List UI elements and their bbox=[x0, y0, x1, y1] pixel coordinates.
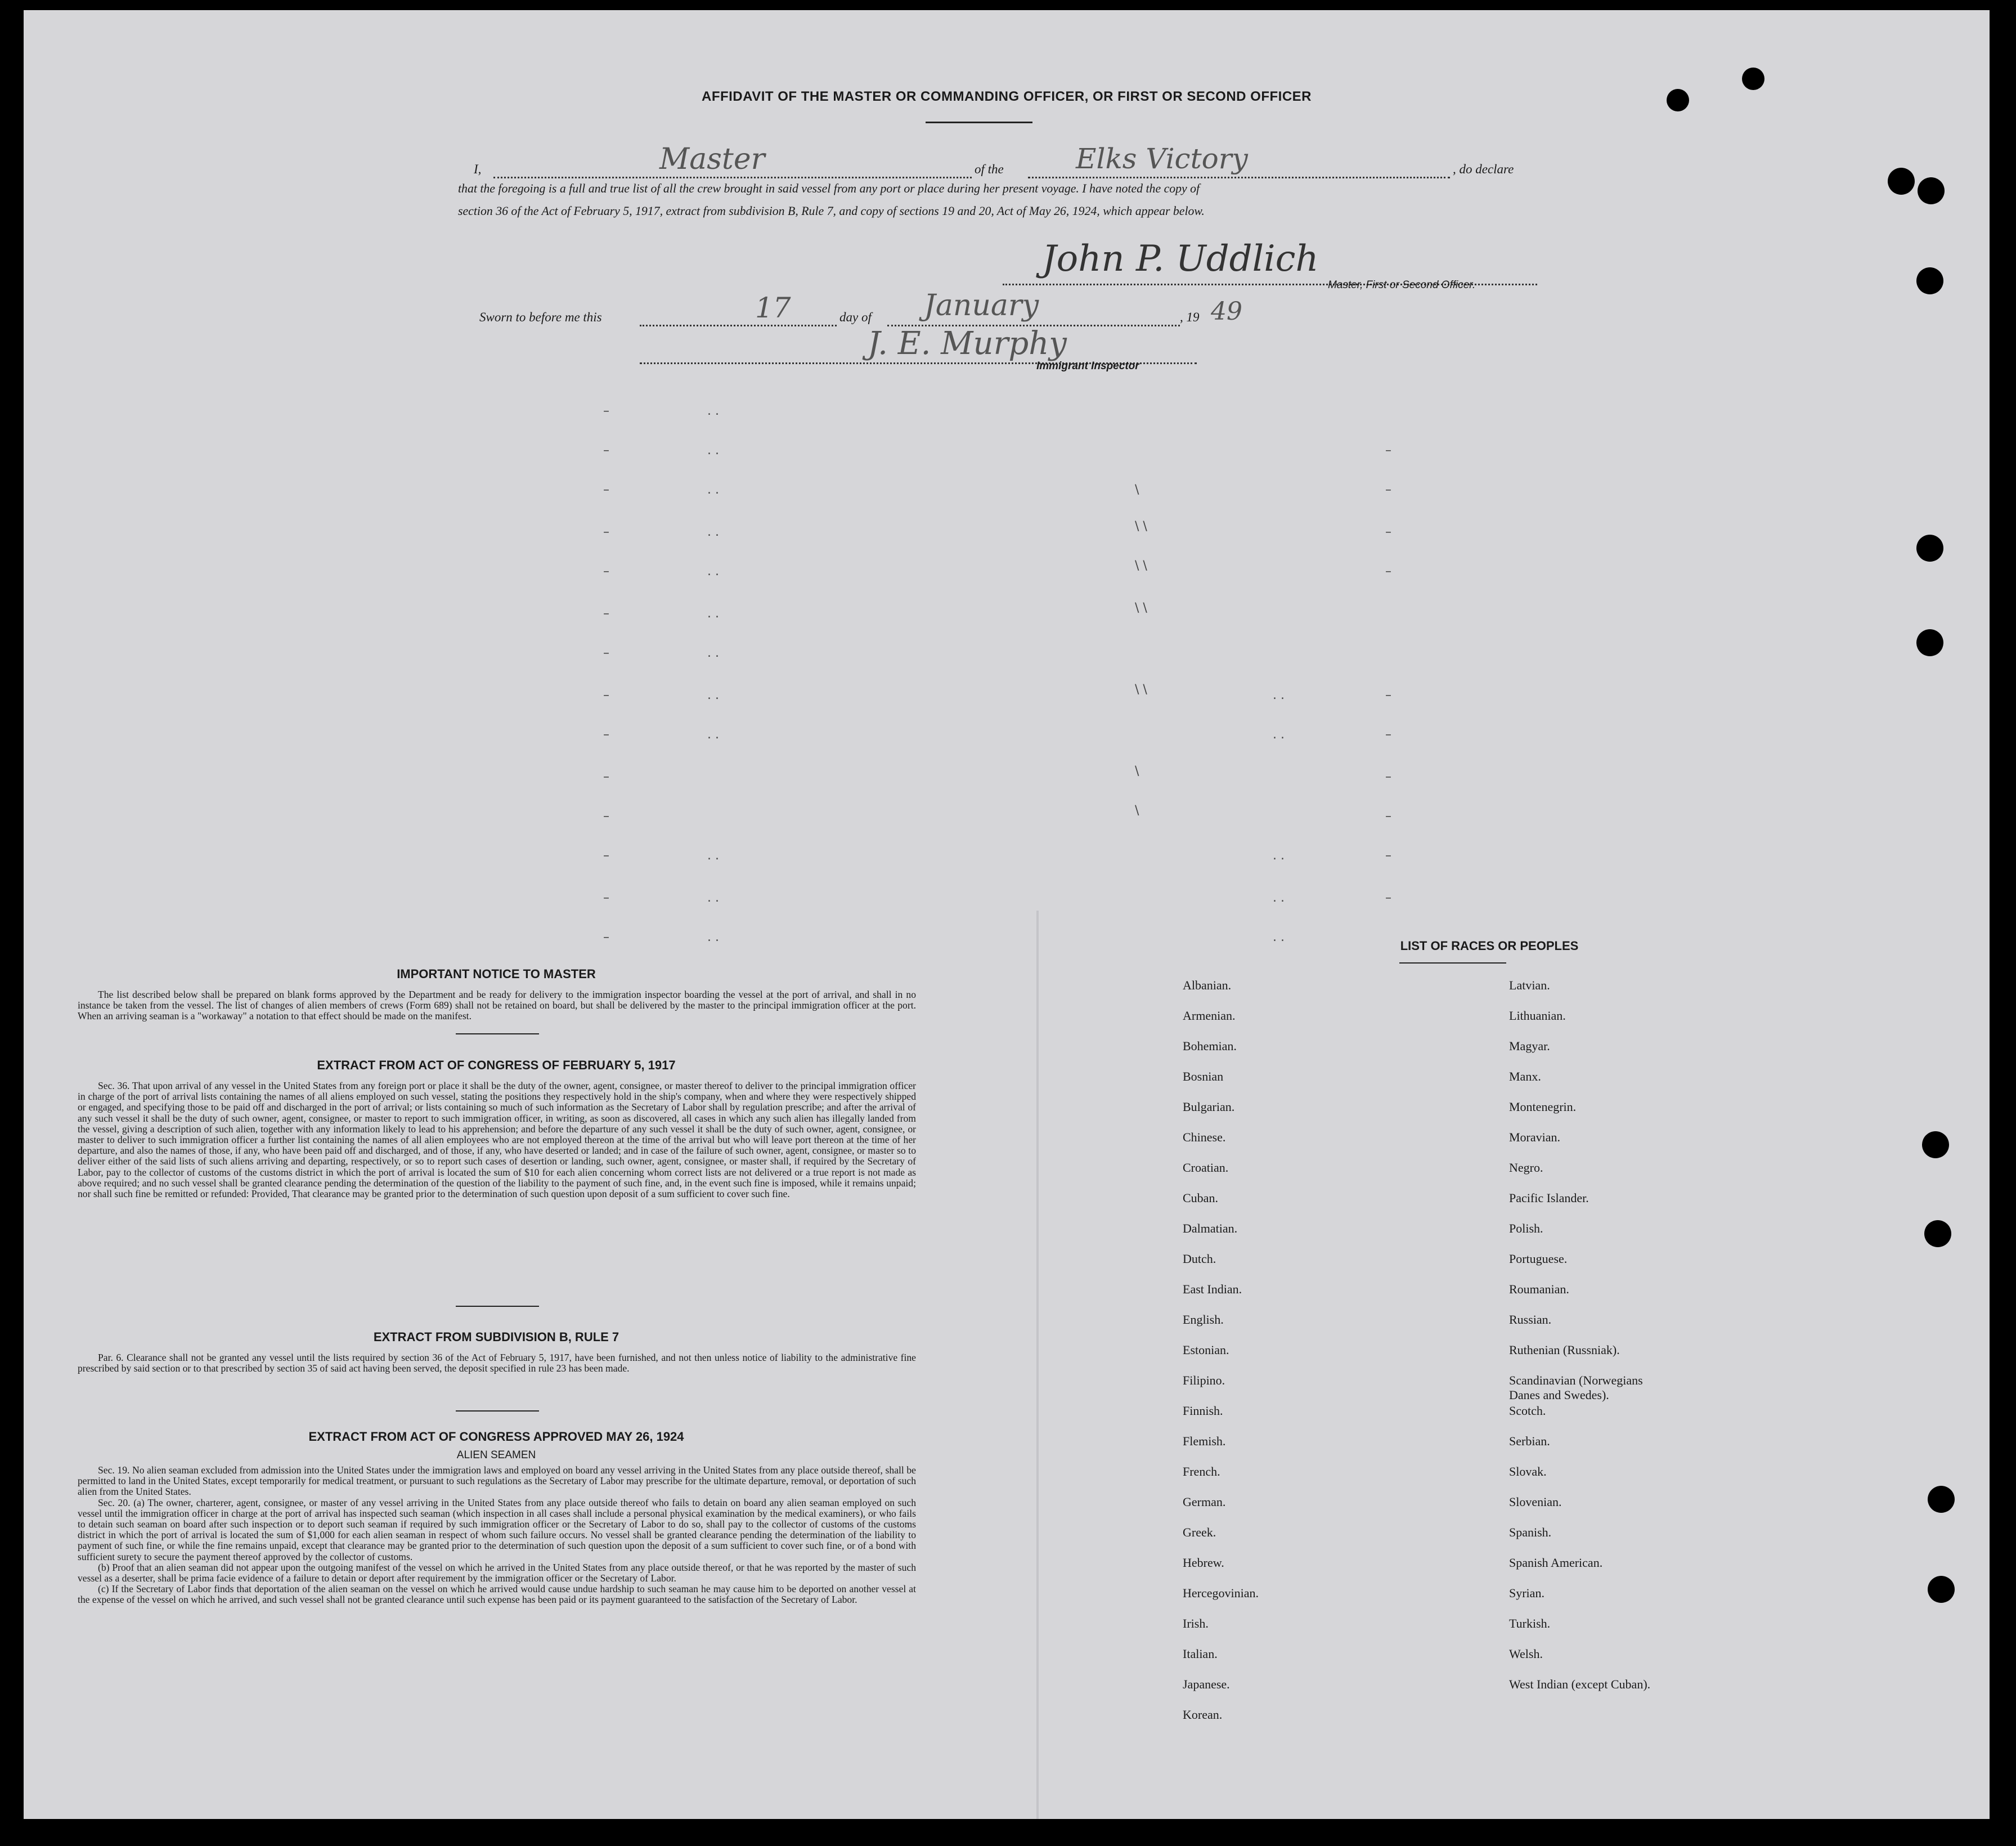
extract-1924-subtitle: ALIEN SEAMEN bbox=[456, 1449, 536, 1461]
signature-label: Master, First or Second Officer. bbox=[1328, 279, 1476, 291]
manifest-slash: \ \ bbox=[1135, 559, 1147, 573]
race-item: Albanian. bbox=[1183, 978, 1232, 992]
race-item: Greek. bbox=[1183, 1525, 1216, 1539]
manifest-dots: . . bbox=[707, 688, 719, 702]
manifest-dots: . . bbox=[1273, 930, 1285, 944]
master-signature: John P. Uddlich bbox=[1042, 238, 1319, 280]
manifest-dash: – bbox=[1385, 809, 1391, 823]
manifest-slash: \ \ bbox=[1135, 519, 1147, 534]
manifest-dash: – bbox=[1385, 891, 1391, 905]
manifest-dots: . . bbox=[707, 564, 719, 579]
extract-rule7-title: EXTRACT FROM SUBDIVISION B, RULE 7 bbox=[373, 1330, 619, 1344]
extract-1924-text bbox=[78, 1465, 916, 1606]
race-item: Flemish. bbox=[1183, 1434, 1226, 1448]
race-item: Italian. bbox=[1183, 1647, 1218, 1661]
manifest-dash: – bbox=[1385, 564, 1391, 579]
day-handwriting: 17 bbox=[755, 292, 791, 324]
race-item: Portuguese. bbox=[1509, 1252, 1568, 1266]
manifest-dash: – bbox=[603, 607, 609, 621]
manifest-dots: . . bbox=[1273, 891, 1285, 905]
race-item: Chinese. bbox=[1183, 1130, 1226, 1144]
race-item: Pacific Islander. bbox=[1509, 1191, 1589, 1205]
race-item: Turkish. bbox=[1509, 1616, 1551, 1630]
sec-19: Sec. 19. No alien seaman excluded from admission into the United States under the immigration laws and employed on board any vessel arriving in the United States from any place outside thereof, shall be permitted to land in the United States, except temporarily for medical treatment, or pursuant to such regulations as the Secretary of Labor may prescribe for the ultimate departure, removal, or deportation of such alien from the United States. bbox=[78, 1464, 916, 1498]
manifest-dash: – bbox=[603, 404, 609, 418]
manifest-dash: – bbox=[1385, 443, 1391, 458]
extract-rule7-text: Par. 6. Clearance shall not be granted any vessel until the lists required by section 36 of the Act of February 5, 1917, have been furnished, and not then unless notice of liability to the administrative fine prescribed by said section or to that prescribed by section 35 of said act having been served, the deposit specified in rule 23 has been made. bbox=[78, 1352, 916, 1374]
manifest-dots: . . bbox=[707, 891, 719, 905]
manifest-dots: . . bbox=[707, 646, 719, 660]
manifest-dash: – bbox=[1385, 688, 1391, 702]
affidavit-title: AFFIDAVIT OF THE MASTER OR COMMANDING OFFICER, OR FIRST OR SECOND OFFICER bbox=[701, 89, 1312, 104]
extract-1917-title: EXTRACT FROM ACT OF CONGRESS OF FEBRUARY 5, 1917 bbox=[317, 1058, 676, 1072]
manifest-dash: – bbox=[603, 564, 609, 579]
manifest-dash: – bbox=[603, 688, 609, 702]
race-item: Bohemian. bbox=[1183, 1039, 1237, 1053]
affidavit-line-3: section 36 of the Act of February 5, 1917, extract from subdivision B, Rule 7, and copy of sections 19 and 20, Act of May 26, 1924, which appear below. bbox=[458, 204, 1205, 218]
manifest-dash: – bbox=[603, 770, 609, 784]
manifest-dash: – bbox=[1385, 483, 1391, 497]
manifest-dots: . . bbox=[707, 728, 719, 742]
officer-handwriting: Master bbox=[659, 142, 765, 176]
punch-hole bbox=[1924, 1220, 1951, 1247]
race-item: Ruthenian (Russniak). bbox=[1509, 1343, 1620, 1357]
race-item: Russian. bbox=[1509, 1312, 1552, 1327]
races-column-right bbox=[1509, 978, 1650, 1708]
month-handwriting: January bbox=[924, 289, 1039, 322]
vessel-handwriting: Elks Victory bbox=[1076, 142, 1248, 175]
race-item: Hercegovinian. bbox=[1183, 1586, 1259, 1600]
race-item: Scandinavian (Norwegians Danes and Swedes). bbox=[1509, 1373, 1643, 1402]
manifest-dash: – bbox=[603, 809, 609, 823]
extract-1917-text: Sec. 36. That upon arrival of any vessel in the United States from any foreign port or place it shall be the duty of the owner, agent, consignee, or master thereof to deliver to the principal immigration officer in charge of the port of arrival lists containing the names of all aliens employed on such vessel, stating the positions they respectively hold in the ship's company, when and where they were respectively shipped or engaged, and specifying those to be paid off and discharged in the port of arrival; or lists containing so much of such information as the Secretary of Labor shall by regulation prescribe; and after the arrival of any such vessel it shall be the duty of such owner, agent, consignee, or master to report to such immigration officer, in writing, as soon as discovered, all cases in which any such alien has illegally landed from the vessel, giving a description of such alien, together with any information likely to lead to his apprehension; and before the departure of any such vessel it shall be the duty of such owner, agent, consignee, or master to deliver to such immigration officer a further list containing the names of all alien employees who are not employed thereon at the time of the arrival but who will leave port thereon at the time of her departure, and also the names of those, if any, who have been paid off and discharged, and of those, if any, who have deserted or landed; and in case of the failure of such owner, agent, consignee, or master so to deliver either of the said lists of such aliens arriving and departing, respectively, or so to report such cases of desertion or landing, such owner, agent, consignee, or master shall, if required by the Secretary of Labor, pay to the collector of customs of the customs district in which the port of arrival is located the sum of $10 for each alien concerning whom correct lists are not delivered or a true report is not made as above required; and no such vessel shall be granted clearance pending the determination of the question of the liability to the payment of such fine, and, in the event such fine is imposed, while it remains unpaid; nor shall such fine be remitted or refunded: Provided, That clearance may be granted prior to the determination of such question upon deposit of a sum sufficient to cover such fine. bbox=[78, 1080, 916, 1200]
race-item: Hebrew. bbox=[1183, 1556, 1224, 1570]
year-prefix: , 19 bbox=[1180, 310, 1200, 324]
manifest-dash: – bbox=[603, 728, 609, 742]
race-item: Spanish American. bbox=[1509, 1556, 1603, 1570]
race-item: German. bbox=[1183, 1495, 1226, 1509]
race-item: Korean. bbox=[1183, 1708, 1223, 1722]
race-item: Estonian. bbox=[1183, 1343, 1229, 1357]
race-item: Scotch. bbox=[1509, 1404, 1546, 1418]
punch-hole bbox=[1742, 68, 1764, 90]
notice-title: IMPORTANT NOTICE TO MASTER bbox=[397, 967, 596, 981]
race-item: Dutch. bbox=[1183, 1252, 1216, 1266]
manifest-dash: – bbox=[603, 646, 609, 660]
section-rule bbox=[456, 1306, 539, 1307]
race-item: Dalmatian. bbox=[1183, 1221, 1238, 1235]
punch-hole bbox=[1667, 89, 1689, 111]
race-item: Polish. bbox=[1509, 1221, 1543, 1235]
race-item: Cuban. bbox=[1183, 1191, 1218, 1205]
manifest-dots: . . bbox=[707, 443, 719, 458]
punch-hole bbox=[1916, 629, 1943, 656]
punch-hole bbox=[1888, 168, 1915, 195]
race-item: Croatian. bbox=[1183, 1161, 1229, 1175]
manifest-slash: \ \ bbox=[1135, 683, 1147, 697]
day-of: day of bbox=[839, 310, 872, 324]
sec-20c: (c) If the Secretary of Labor finds that deportation of the alien seaman on the vessel on which he arrived would cause undue hardship to such seaman he may cause him to be deported on another vessel at the expense of the vessel on which he arrived, and such vessel shall not be granted clearance until such expense has been paid or its payment guaranteed to the satisfaction of the Secretary of Labor. bbox=[78, 1583, 916, 1606]
inspector-signature: J. E. Murphy bbox=[868, 325, 1067, 362]
race-item: Magyar. bbox=[1509, 1039, 1550, 1053]
year-handwriting: 49 bbox=[1211, 297, 1242, 326]
manifest-dash: – bbox=[603, 483, 609, 497]
punch-hole bbox=[1918, 177, 1945, 204]
race-item: Welsh. bbox=[1509, 1647, 1543, 1661]
race-item: Manx. bbox=[1509, 1069, 1541, 1083]
manifest-dash: – bbox=[603, 525, 609, 539]
manifest-dash: – bbox=[1385, 770, 1391, 784]
document-page bbox=[24, 10, 1990, 1819]
sec-20a: Sec. 20. (a) The owner, charterer, agent, consignee, or master of any vessel arriving in the United States from any place outside thereof who fails to detain on board any alien seaman employed on such vessel until the immigration officer in charge at the port of arrival has inspected such seaman (which inspection in all cases shall include a personal physical examination by the medical examiners), or who fails to detain such seaman on board after such inspection or to deport such seaman if required by such immigration officer or the Secretary of Labor to do so, shall pay to the collector of customs of the customs district in which the port of arrival is located the sum of $1,000 for each alien seaman in respect of whom such failure occurs. No vessel shall be granted clearance pending the determination of the liability to payment of such fine, or while the fine remains unpaid, except that clearance may be granted prior to the determination of such question upon the deposit of a sum sufficient to cover such fine, or of a bond with sufficient surety to secure the payment thereof approved by the collector of customs. bbox=[78, 1496, 916, 1562]
race-item: Armenian. bbox=[1183, 1009, 1236, 1023]
race-item: Bosnian bbox=[1183, 1069, 1224, 1083]
do-declare: , do declare bbox=[1453, 162, 1514, 176]
manifest-dots: . . bbox=[1273, 728, 1285, 742]
race-item: West Indian (except Cuban). bbox=[1509, 1677, 1651, 1691]
manifest-slash: \ bbox=[1135, 483, 1139, 497]
sworn-text: Sworn to before me this bbox=[479, 310, 602, 324]
manifest-dash: – bbox=[1385, 525, 1391, 539]
manifest-slash: \ \ bbox=[1135, 601, 1147, 615]
punch-hole bbox=[1916, 535, 1943, 562]
race-item: Irish. bbox=[1183, 1616, 1209, 1630]
manifest-slash: \ bbox=[1135, 804, 1139, 818]
punch-hole bbox=[1928, 1486, 1955, 1513]
manifest-dash: – bbox=[1385, 849, 1391, 863]
race-item: Finnish. bbox=[1183, 1404, 1223, 1418]
manifest-slash: \ bbox=[1135, 764, 1139, 778]
day-line bbox=[640, 310, 837, 326]
of-the: of the bbox=[975, 162, 1004, 176]
manifest-dots: . . bbox=[707, 607, 719, 621]
manifest-dots: . . bbox=[707, 483, 719, 497]
manifest-dots: . . bbox=[707, 930, 719, 944]
race-item: Roumanian. bbox=[1509, 1282, 1569, 1296]
manifest-dots: . . bbox=[707, 525, 719, 539]
race-item: French. bbox=[1183, 1464, 1220, 1478]
manifest-dots: . . bbox=[707, 849, 719, 863]
page-fold bbox=[1036, 911, 1039, 1819]
manifest-dash: – bbox=[603, 443, 609, 458]
race-item: Spanish. bbox=[1509, 1525, 1552, 1539]
section-rule bbox=[456, 1410, 539, 1412]
race-item: Lithuanian. bbox=[1509, 1009, 1566, 1023]
manifest-dots: . . bbox=[707, 404, 719, 418]
manifest-dash: – bbox=[603, 930, 609, 944]
race-item: Filipino. bbox=[1183, 1373, 1225, 1387]
race-item: Slovenian. bbox=[1509, 1495, 1562, 1509]
section-rule bbox=[456, 1033, 539, 1034]
race-item: Latvian. bbox=[1509, 978, 1550, 992]
race-item: English. bbox=[1183, 1312, 1224, 1327]
race-item: Serbian. bbox=[1509, 1434, 1550, 1448]
extract-1924-title: EXTRACT FROM ACT OF CONGRESS APPROVED MAY 26, 1924 bbox=[308, 1430, 684, 1444]
races-rule bbox=[1399, 962, 1506, 964]
races-column-left bbox=[1183, 978, 1259, 1738]
race-item: Montenegrin. bbox=[1509, 1100, 1577, 1114]
i-word: I, bbox=[474, 162, 482, 176]
race-item: Japanese. bbox=[1183, 1677, 1230, 1691]
race-item: East Indian. bbox=[1183, 1282, 1242, 1296]
race-item: Slovak. bbox=[1509, 1464, 1547, 1478]
manifest-dash: – bbox=[603, 891, 609, 905]
race-item: Moravian. bbox=[1509, 1130, 1561, 1144]
race-item: Bulgarian. bbox=[1183, 1100, 1235, 1114]
race-item: Negro. bbox=[1509, 1161, 1543, 1175]
manifest-dash: – bbox=[1385, 728, 1391, 742]
sec-20b: (b) Proof that an alien seaman did not appear upon the outgoing manifest of the vessel on which he arrived in the United States from any place outside thereof, or that he was reported by the master of such vessel as a deserter, shall be prima facie evidence of a failure to detain or deport after requirement by the immigration officer or the Secretary of Labor. bbox=[78, 1561, 916, 1584]
punch-hole bbox=[1916, 267, 1943, 294]
races-title: LIST OF RACES OR PEOPLES bbox=[1400, 939, 1579, 953]
punch-hole bbox=[1922, 1131, 1949, 1158]
affidavit-line-2: that the foregoing is a full and true list of all the crew brought in said vessel from any port or place during her present voyage. I have noted the copy of bbox=[458, 182, 1200, 195]
manifest-dots: . . bbox=[1273, 688, 1285, 702]
race-item: Syrian. bbox=[1509, 1586, 1544, 1600]
title-rule bbox=[926, 122, 1032, 123]
punch-hole bbox=[1928, 1576, 1955, 1603]
inspector-label: Immigrant Inspector bbox=[1036, 360, 1139, 372]
notice-text: The list described below shall be prepared on blank forms approved by the Department and be ready for delivery to the immigration inspector boarding the vessel at the port of arrival, and shall in no instance be taken from the vessel. The list of changes of alien members of crews (Form 689) shall not be retained on board, but shall be delivered by the master to the principal immigration officer at the port. When an arriving seaman is a "workaway" a notation to that effect should be made on the manifest. bbox=[78, 989, 916, 1022]
manifest-dots: . . bbox=[1273, 849, 1285, 863]
manifest-dash: – bbox=[603, 849, 609, 863]
